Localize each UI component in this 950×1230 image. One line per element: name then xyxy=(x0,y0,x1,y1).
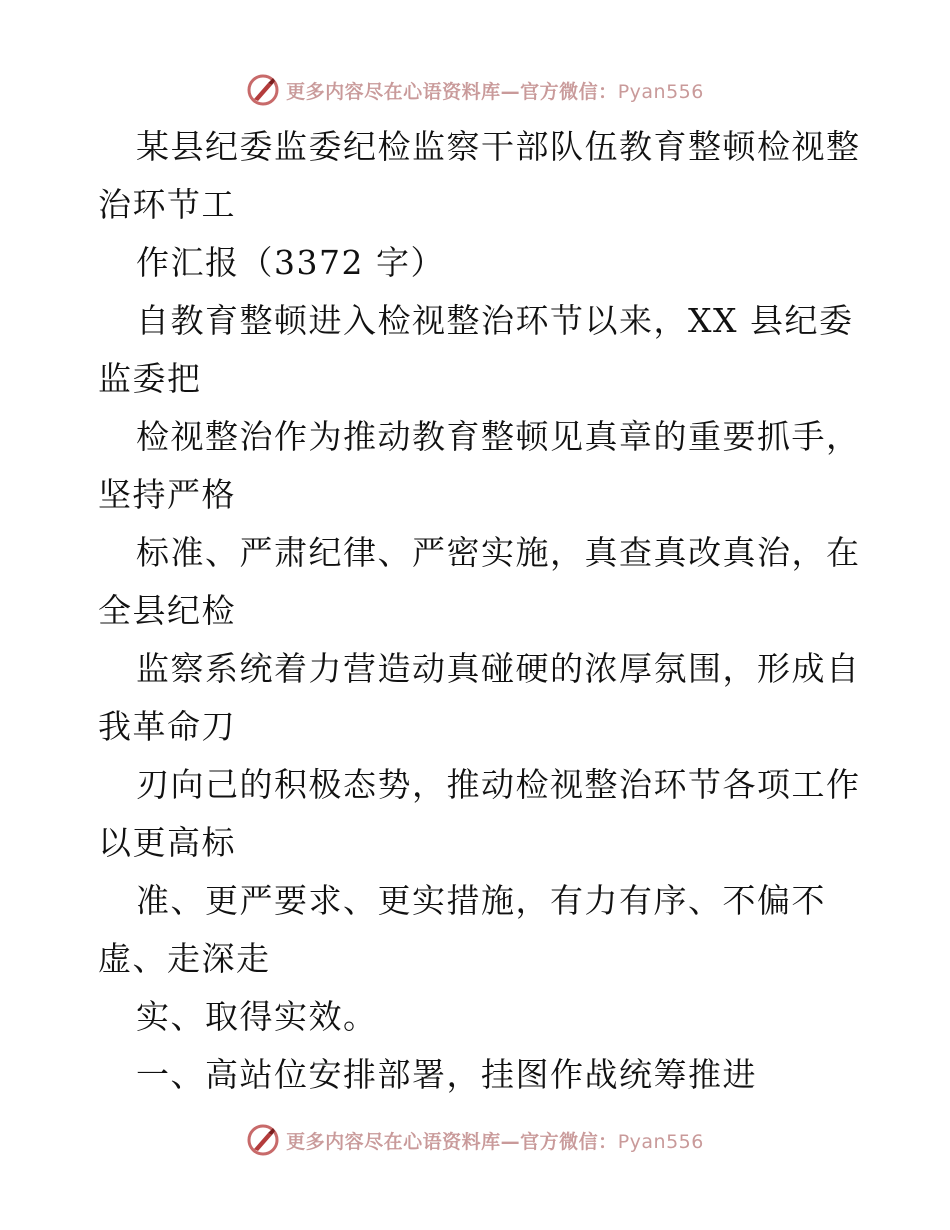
text-line: 监察系统着力营造动真碰硬的浓厚氛围，形成自 xyxy=(136,649,861,688)
text-line: 某县纪委监委纪检监察干部队伍教育整顿检视整 xyxy=(136,127,861,166)
text-line: 实、取得实效。 xyxy=(136,997,378,1036)
text-line: 一、高站位安排部署，挂图作战统筹推进 xyxy=(136,1055,757,1094)
text-line: 以更高标 xyxy=(98,823,236,862)
watermark-banner-top xyxy=(0,70,950,110)
text-line: 治环节工 xyxy=(98,185,236,224)
watermark-suffix: 官方微信： xyxy=(520,1130,618,1153)
watermark-main: 更多内容尽在心语资料库 xyxy=(286,1130,501,1153)
text-line: 刃向己的积极态势，推动检视整治环节各项工作 xyxy=(136,765,861,804)
text-line: 作汇报（3372 字） xyxy=(136,243,445,282)
text-line: 准、更严要求、更实措施，有力有序、不偏不 xyxy=(136,881,826,920)
text-line: 我革命刀 xyxy=(98,707,236,746)
text-line: 全县纪检 xyxy=(98,591,236,630)
text-line: 检视整治作为推动教育整顿见真章的重要抓手， xyxy=(136,417,861,456)
text-line: 虚、走深走 xyxy=(98,939,271,978)
watermark-text xyxy=(286,77,704,104)
watermark-suffix: 官方微信： xyxy=(520,80,618,103)
document-body xyxy=(98,118,861,1104)
watermark-dash: — xyxy=(500,1130,521,1153)
pen-logo-icon xyxy=(246,1123,280,1157)
text-line: 监委把 xyxy=(98,359,202,398)
watermark-main: 更多内容尽在心语资料库 xyxy=(286,80,501,103)
pen-logo-icon xyxy=(246,73,280,107)
text-line: 自教育整顿进入检视整治环节以来，XX 县纪委 xyxy=(136,301,854,340)
watermark-text xyxy=(286,1127,704,1154)
text-line: 标准、严肃纪律、严密实施，真查真改真治，在 xyxy=(136,533,861,572)
text-line: 坚持严格 xyxy=(98,475,236,514)
watermark-handle: Pyan556 xyxy=(617,80,704,103)
watermark-dash: — xyxy=(500,80,521,103)
watermark-banner-bottom xyxy=(0,1120,950,1160)
watermark-handle: Pyan556 xyxy=(617,1130,704,1153)
